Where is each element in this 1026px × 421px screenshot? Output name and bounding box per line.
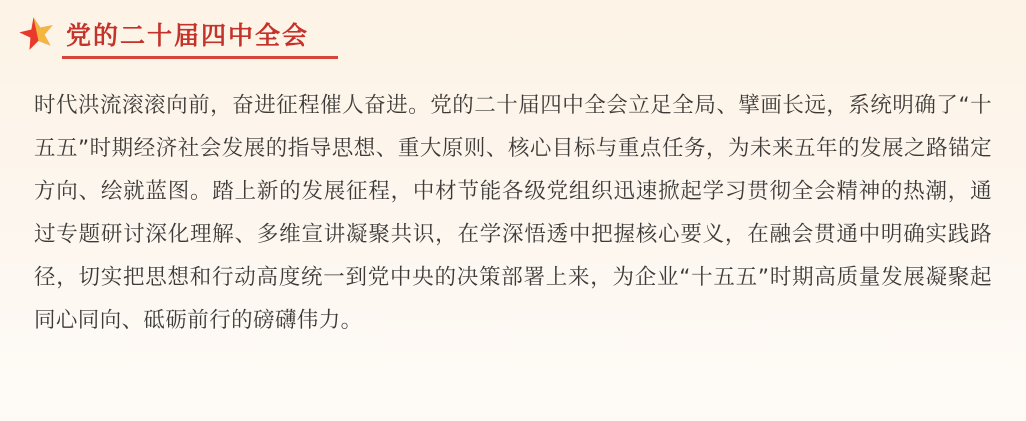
article-header <box>0 0 1026 52</box>
article-paragraph: 时代洪流滚滚向前，奋进征程催人奋进。党的二十届四中全会立足全局、擘画长远，系统明确了“十五五”时期经济社会发展的指导思想、重大原则、核心目标与重点任务，为未来五年的发展之路锚定方向、绘就蓝图。踏上新的发展征程，中材节能各级党组织迅速掀起学习贯彻全会精神的热潮，通过专题研讨深化理解、多维宣讲凝聚共识，在学深悟透中把握核心要义，在融会贯通中明确实践路径，切实把思想和行动高度统一到党中央的决策部署上来，为企业“十五五”时期高质量发展凝聚起同心同向、砥砺前行的磅礴伟力。 <box>34 93 992 333</box>
red-star-icon <box>14 13 60 57</box>
page-title: 党的二十届四中全会 <box>66 20 310 50</box>
title-underline <box>62 56 338 59</box>
